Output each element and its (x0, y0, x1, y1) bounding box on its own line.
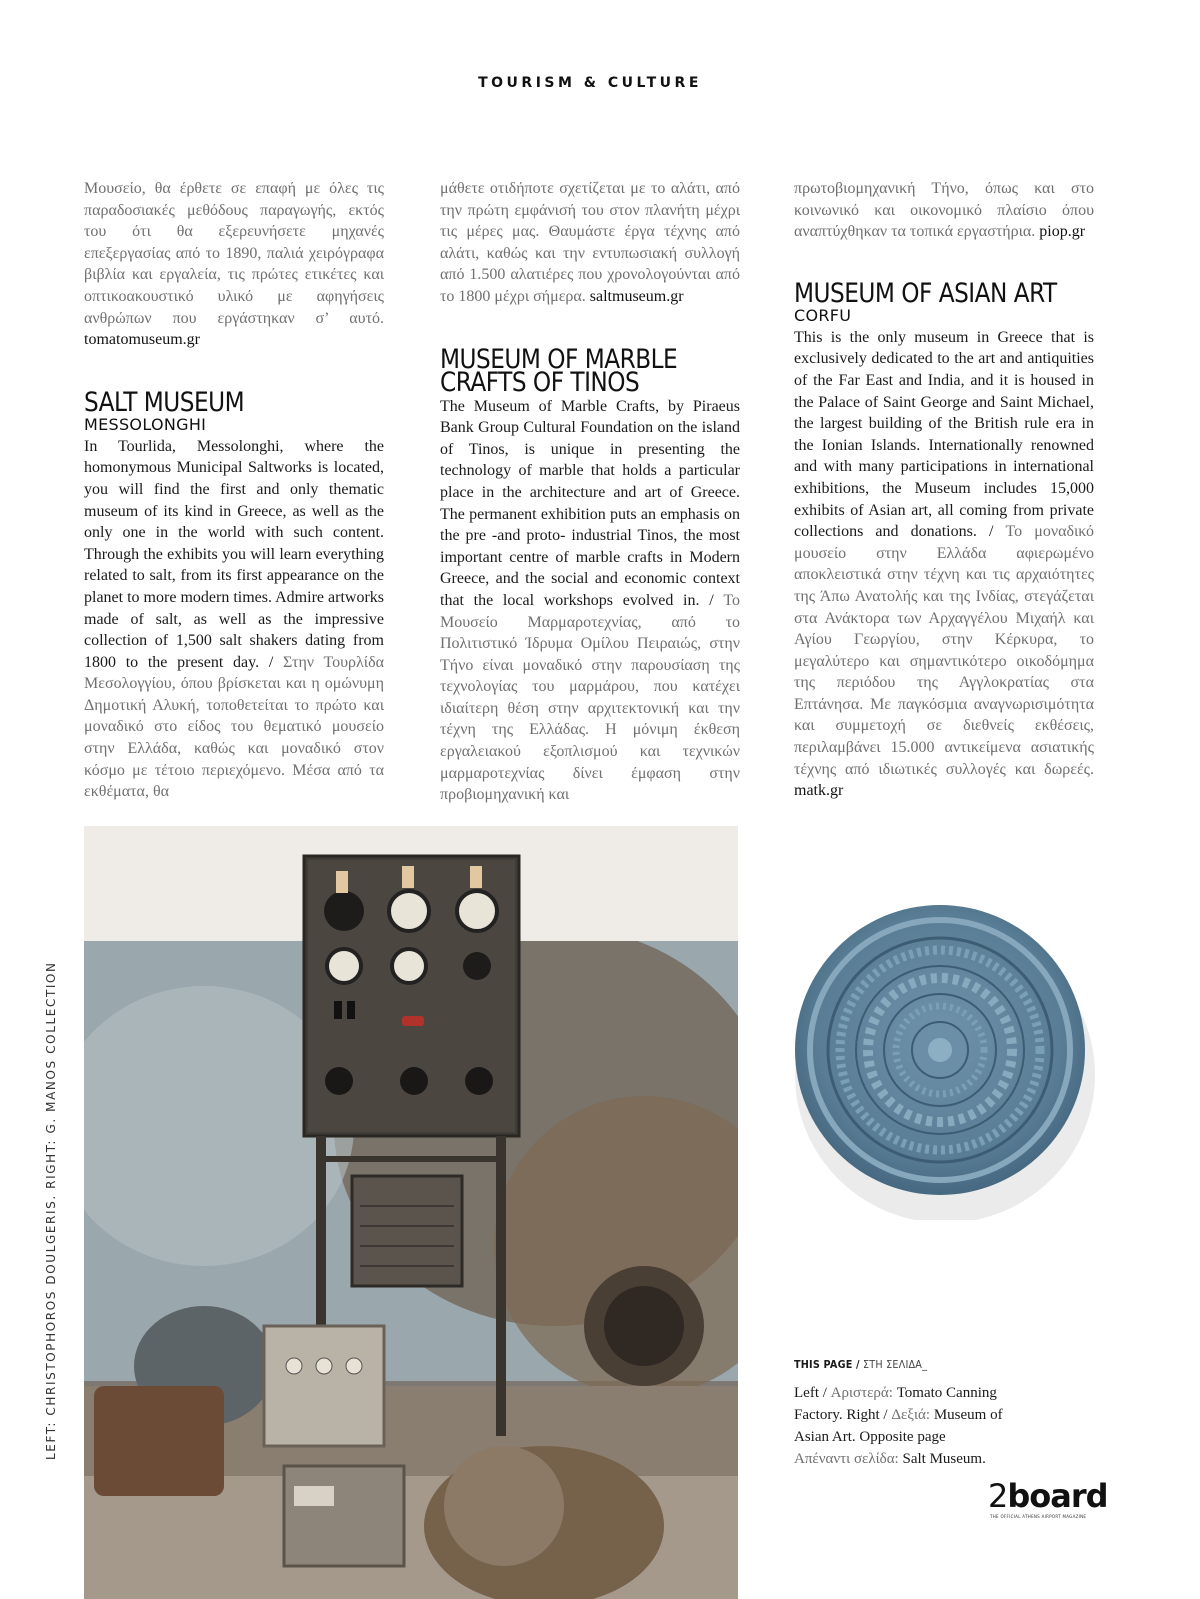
caption-heading-greek: ΣΤΗ ΣΕΛΙΔΑ_ (859, 1358, 928, 1371)
english-text: In Tourlida, Messolonghi, where the homonymous Municipal Saltworks is located, you will find the first and only thematic museum of its kind in Greece, as well as the only one in the world with such content. Through the exhibits you will learn everything related to salt, from its first appearance on the planet to more modern times. Admire artworks made of salt, as well as the impressive collection of 1,500 salt shakers dating from 1800 to the present day. (84, 437, 384, 671)
caption-heading (794, 1354, 1005, 1376)
caption-left-greek: Αριστερά: (826, 1385, 893, 1401)
marble-museum-greek-continuation (794, 178, 1094, 243)
english-text: This is the only museum in Greece that is exclusively dedicated to the art and antiquities of the Far East and India, and it is housed in the Palace of Saint George and Saint Michael, the largest building of the British rule era in the Ionian Islands. Internationally renowned and with many participations in international exhibitions, the Museum includes 15,000 exhibits of Asian art, all coming from private collections and donations. (794, 328, 1094, 541)
language-separator: / (709, 591, 714, 609)
link-piop[interactable]: piop.gr (1039, 223, 1086, 241)
greek-text: Το Μουσείο Μαρμαροτεχνίας, από το Πολιτιστικό Ίδρυμα Ομίλου Πειραιώς, στην Τήνο είναι μοναδικό στην παρουσίαση της τεχνολογίας του μαρμάρου, που κατέχει ιδιαίτερη θέση στην αρχιτεκτονική και την τέχνη της Ελλάδας. Η μόνιμη έκθεση εργαλειακού εξοπλισμού και τεχνικών μαρμαροτεχνίας δίνει έμφαση στην προβιομηχανική και (440, 591, 740, 804)
salt-museum-location: MESSOLONGHI (84, 414, 207, 434)
greek-text: Στην Τουρλίδα Μεσολογγίου, όπου βρίσκεται και η ομώνυμη Δημοτική Αλυκή, τοποθετείται το πρώτο και μοναδικό στο είδος του θεματικό μουσείο στην Ελλάδα, καθώς και μοναδικό στον κόσμο με τέτοιο περιεχόμενο. Μέσα από τα εκθέματα, θα (84, 653, 385, 801)
marble-museum-title-line-1: MUSEUM OF MARBLE (440, 343, 678, 375)
salt-museum-greek-continuation (440, 178, 740, 308)
caption-opposite-greek: Απέναντι σελίδα: (794, 1451, 899, 1467)
asian-art-bowl-photo (780, 900, 1100, 1220)
caption-left-label: Left / (794, 1385, 827, 1401)
caption-left-text: Tomato Canning Factory. Right / (794, 1385, 997, 1423)
asian-art-museum-title: MUSEUM OF ASIAN ART (794, 277, 1057, 309)
greek-text: μάθετε οτιδήποτε σχετίζεται με το αλάτι, από την πρώτη εμφάνισή του στον πλανήτη μέχρι τις μέρες μας. Θαυμάστε έργα τέχνης από αλάτι, καθώς και την εντυπωσιακή συλλογή από 1.500 αλατιέρες που χρονολογούνται από το 1800 μέχρι σήμερα. (440, 180, 740, 305)
caption-body (794, 1382, 1034, 1470)
asian-art-museum-location: CORFU (794, 305, 852, 325)
caption-right-text: Museum of Asian Art. Opposite page (794, 1407, 1003, 1445)
salt-museum-body (84, 436, 384, 803)
marble-museum-body (440, 396, 740, 806)
salt-museum-title: SALT MUSEUM (84, 386, 245, 418)
caption-heading-english: THIS PAGE / (794, 1358, 860, 1371)
section-label: TOURISM & CULTURE (478, 75, 702, 91)
caption-right-greek: Δεξιά: (887, 1407, 931, 1423)
column-3 (794, 178, 1094, 802)
tomato-factory-machinery-photo (84, 826, 738, 1599)
logo-number: 2 (988, 1477, 1008, 1515)
column-2 (440, 178, 740, 806)
language-separator: / (988, 523, 994, 541)
language-separator: / (268, 653, 274, 671)
asian-art-museum-body (794, 327, 1094, 802)
link-tomatomuseum[interactable]: tomatomuseum.gr (84, 331, 200, 349)
logo-tagline: THE OFFICIAL ATHENS AIRPORT MAGAZINE (990, 1514, 1087, 1519)
column-1 (84, 178, 384, 803)
tomato-museum-greek-continuation (84, 178, 384, 351)
caption-opposite-text: Salt Museum. (898, 1451, 986, 1467)
link-matk[interactable]: matk.gr (794, 782, 844, 800)
logo-word: board (1007, 1477, 1108, 1515)
2board-logo (988, 1477, 1108, 1520)
greek-text: Μουσείο, θα έρθετε σε επαφή με όλες τις παραδοσιακές μεθόδους παραγωγής, εκτός του ότι θα εξερευνήσετε μηχανές επεξεργασίας από το 1890, παλιά χειρόγραφα βιβλία και εργαλεία, τις πρώτες ετικέτες και οπτικοακουστικό υλικό με αφηγήσεις ανθρώπων που εργάστηκαν σ’ αυτό. (84, 180, 384, 327)
photo-caption (794, 1354, 1034, 1470)
photo-credit: LEFT: CHRISTOPHOROS DOULGERIS. RIGHT: G. MANOS COLLECTION (44, 961, 58, 1460)
marble-museum-title-line-2: CRAFTS OF TINOS (440, 366, 640, 398)
english-text: The Museum of Marble Crafts, by Piraeus Bank Group Cultural Foundation on the island of Tinos, is unique in presenting the technology of marble that holds a particular place in the architecture and art of Greece. The permanent exhibition puts an emphasis on the pre -and proto- industrial Tinos, the most important centre of marble crafts in Modern Greece, and the social and economic context that the local workshops evolved in. (440, 397, 740, 609)
greek-text: Το μοναδικό μουσείο στην Ελλάδα αφιερωμένο αποκλειστικά στην τέχνη και τις αρχαιότητες της Άπω Ανατολής και της Ινδίας, στεγάζεται στα Ανάκτορα των Αρχαγγέλου Μιχαήλ και Αγίου Γεωργίου, στην Κέρκυρα, το μεγαλύτερο και σημαντικότερο οικοδόμημα της περιόδου της Αγγλοκρατίας στα Επτάνησα. Με παγκόσμια αναγνωρισιμότητα και συμμετοχή σε διεθνείς εκθέσεις, περιλαμβάνει 15.000 αντικείμενα ασιατικής τέχνης από ιδιωτικές συλλογές και δωρεές. (794, 523, 1095, 778)
link-saltmuseum[interactable]: saltmuseum.gr (589, 287, 684, 305)
logo-wordmark (988, 1477, 1108, 1515)
greek-text: πρωτοβιομηχανική Τήνο, όπως και στο κοινωνικό και οικονομικό πλαίσιο όπου αναπτύχθηκαν τα τοπικά εργαστήρια. (794, 180, 1094, 241)
